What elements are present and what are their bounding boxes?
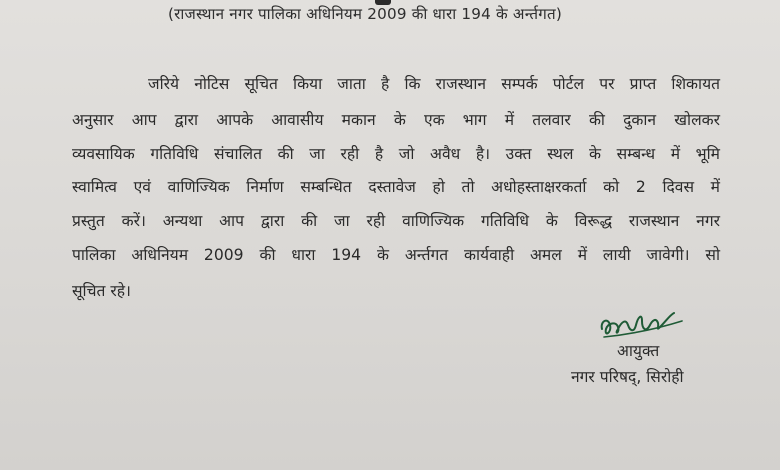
notice-body-line-1: जरिये नोटिस सूचित किया जाता है कि राजस्थान सम्पर्क पोर्टल पर प्राप्त शिकायत: [148, 75, 720, 93]
notice-body-line-7: सूचित रहे।: [72, 282, 131, 300]
notice-body-line-5: प्रस्तुत करें। अन्यथा आप द्वारा की जा रही वाणिज्यिक गतिविधि के विरूद्ध राजस्थान नगर: [72, 212, 720, 230]
notice-body-line-3: व्यवसायिक गतिविधि संचालित की जा रही है जो अवैध है। उक्त स्थल के सम्बन्ध में भूमि: [72, 145, 720, 163]
notice-body-line-4: स्वामित्व एवं वाणिज्यिक निर्माण सम्बन्धित दस्तावेज हो तो अधोहस्ताक्षरकर्ता को 2 दिवस में: [72, 178, 720, 196]
signatory-title: आयुक्त: [617, 342, 660, 360]
notice-subtitle: (राजस्थान नगर पालिका अधिनियम 2009 की धारा 194 के अर्न्तगत): [168, 5, 562, 23]
notice-body-line-6: पालिका अधिनियम 2009 की धारा 194 के अर्न्तगत कार्यवाही अमल में लायी जावेगी। सो: [72, 246, 720, 264]
signatory-office: नगर परिषद्, सिरोही: [571, 368, 684, 386]
notice-body-line-2: अनुसार आप द्वारा आपके आवासीय मकान के एक भाग में तलवार की दुकान खोलकर: [72, 111, 720, 129]
